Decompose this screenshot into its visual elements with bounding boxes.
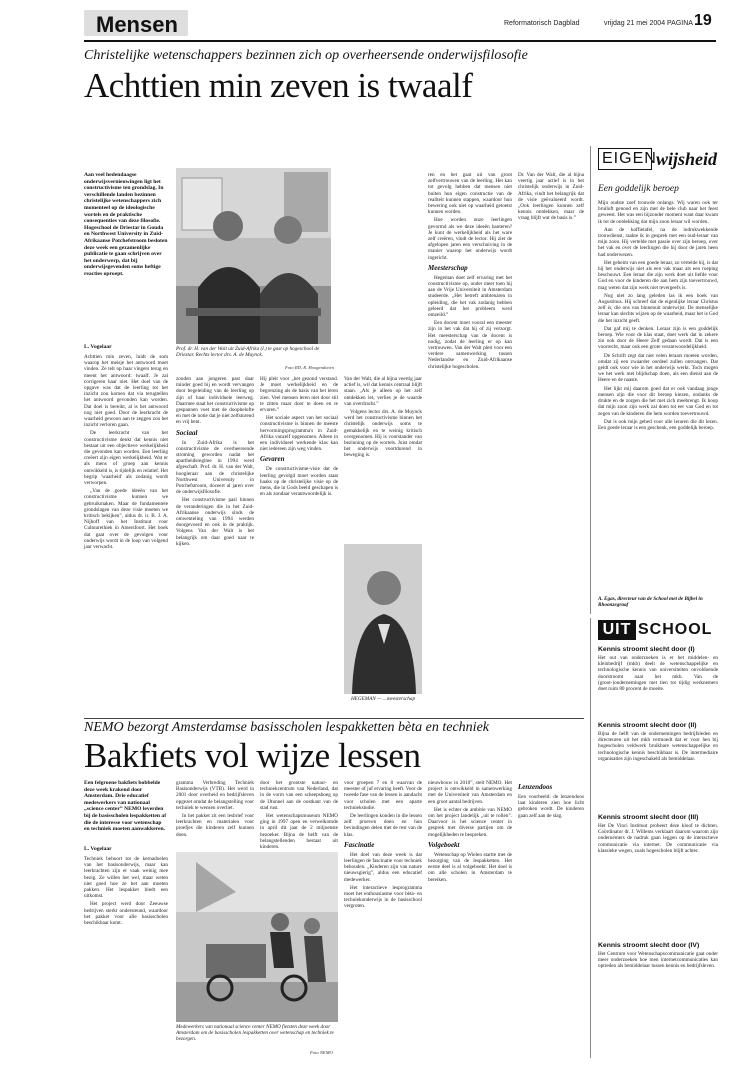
opinion-title: Een goddelijk beroep xyxy=(598,184,679,194)
page-number: 19 xyxy=(694,12,712,29)
uitschool-brief-body: Het Centrum voor Wetenschapscommunicatie gaat onder meer onderzoeken hoe men internetcommunicaties kan optreden als bemiddelaar tussen kennis en bedrijfsleven. xyxy=(598,951,718,970)
newspaper-name: Reformatorisch Dagblad xyxy=(504,20,580,27)
opinion-paragraph: Het geheim van een goede leraar, zo vertelde hij, is dat hij het onderwijs niet als een vak maar als een roeping beschouwt. Een leraar die zijn werk doet uit liefde voor God en voor de kinderen die aan hem zijn toevertrouwd, mag weten dat zijn werk niet tevergeefs is. xyxy=(598,259,718,291)
article2-paragraph: gramma Verbreding Techniek Basisonderwijs (VTB). Het werd in 2001 door overheid en bedrijfsleven opgezet omdat de belangstelling voor techniek te wensen overliet. xyxy=(176,780,254,811)
article1-paragraph: Dr. Van der Walt, die al bijna veertig jaar actief is in het christelijk onderwijs in Zuid-Afrika, vindt het belangrijk dat de visie geëvalueerd wordt. „Ook leerlingen kunnen zelf kennis ontdekken, maar de vraag blijft wat de basis is.” xyxy=(518,172,584,222)
article2-photo-caption: Medewerkers van nationaal science center NEMO fietsten deze week door Amsterdam om de basisscholen lespakketten over wetenschap en techniek te bezorgen. xyxy=(176,1024,334,1043)
article1-paragraph: Hij pleit voor „het gezond verstand. Je moet werkelijkheid en de begrenzing als de basis van het leren zien. Veel mensen leren niet door stil te zitten maar door te doen en te ervaren.” xyxy=(260,376,338,414)
article2-column-1 xyxy=(84,856,168,1056)
article2-column-3 xyxy=(260,780,338,851)
uitschool-brief-body: Het De Vinci Instituut probeert deze kloof te dichten. Coördinator dr. J. Willems verklaart daarom waarom zijn ondernemers de nadruk gaan leggen op de interactieve communicatie via internet. De communicatie via klassieke wegen, zoals hogescholen blijft achter. xyxy=(598,823,718,854)
article2-kicker: NEMO bezorgt Amsterdamse basisscholen lespakketten bèta en techniek xyxy=(84,720,489,735)
uitschool-brief xyxy=(598,942,718,1054)
article2-intro: Een felgroene bakfiets bobbelde deze week krakend door Amsterdam. Drie educatief medewerkers van nationaal „science center” NEMO leverden bij de basisscholen lespakketten af die de interesse voor wetenschap en techniek moeten aanwakkeren. xyxy=(84,780,167,833)
article1-paragraph: Hegeman doet zelf ervaring met het constructivisme op, onder meer toen hij aan de Vrije Universiteit in Amsterdam studeerde. „Het betreft ambtenaren in opleiding, die het vak zodanig hebben geleerd dat het probleem werd omzeild.” xyxy=(428,274,512,319)
photo-cargo-bike-riders xyxy=(176,852,338,1022)
article1-photo xyxy=(176,168,331,344)
article1-subhead-sociaal: Sociaal xyxy=(176,428,198,437)
article2-paragraph: nieuwbouw in 2010”, stelt NEMO. Het project is ontwikkeld in samenwerking met de Universiteit van Amsterdam en een groot aantal bedrijven. xyxy=(428,780,512,805)
article1-paragraph: Volgens lector drs. A. de Muynck werd het constructivisme binnen het christelijk onderwijs soms te gemakkelijk en te weinig kritisch overgenomen. Hij is voorstander van bezinning op de wortels. Juist omdat het onderwijs voortdurend in beweging is. xyxy=(344,409,422,459)
article2-headline: Bakfiets vol wijze lessen xyxy=(84,736,421,775)
article2-paragraph: voor groepen 7 en 8 waarvan de meester of juf ervaring heeft. Voor de tweede fase van de lessen is aandacht voor scholen met een aparte techniekstudie. xyxy=(344,780,422,811)
article2-photo-credit: Foto NEMO xyxy=(310,1050,333,1055)
issue-date: vrijdag 21 mei 2004 PAGINA xyxy=(604,20,693,27)
article2-column-5 xyxy=(428,780,512,1056)
opinion-signoff: A. Egas, directeur van de School met de Bijbel in Rhoonzegraaf xyxy=(598,596,703,608)
article2-paragraph: Het wetenschapsmuseum NEMO ging in 1997 open en verwelkomde in april dit jaar de 2 miljoenste bezoeker. Bijna de helft van de belangstellenden bestaat uit kinderen. xyxy=(260,813,338,851)
article1-paragraph: Een docent moet vooral een meester zijn in het vak dat hij of zij verzorgt. Het meesterschap van de docent is nodig, zodat de leerling er op kan vertrouwen. Van der Walt pleit voor een verdere samenwerking tussen Nederlandse en Zuid-Afrikaanse christelijke hogescholen. xyxy=(428,320,512,370)
eigen-logo-boxed: EIGEN xyxy=(598,148,652,170)
article1-paragraph: Het sociale aspect van het sociaal constructivisme is binnen de meeste hervormingsprogramma's in Zuid-Afrika vanzelf opgenomen. Alleen in een individueel werkende klas kan niet iedereen zijn weg vinden. xyxy=(260,415,338,453)
article2-paragraph: Wetenschap op Wielen startte met de bezorging van de lespakketten. Het eerste deel is al volgeboekt. Het doel is om alle scholen in Amsterdam te bereiken. xyxy=(428,851,512,883)
article1-photo-caption: Prof. dr. H. van der Walt uit Zuid-Afrika (l.) te gast op hogeschool de Driestar. Rechts lector drs. A. de Muynck. xyxy=(176,346,320,359)
article1-column-3 xyxy=(176,376,254,710)
article1-subhead-meesterschap: Meesterschap xyxy=(428,263,468,272)
article1-column-5 xyxy=(344,376,422,536)
masthead-rule xyxy=(84,40,716,42)
eigenwijsheid-logo xyxy=(598,148,718,170)
uitschool-brief xyxy=(598,646,718,718)
photo-portrait-man xyxy=(344,544,422,694)
uitschool-brief-title: Kennis stroomt slecht door (IV) xyxy=(598,942,700,949)
opinion-paragraph: Mijn oudste zoef trouwde onlangs. Wij waren ook ter bruiloft genood en zijn met de hele club naar het feest geweest. Het was een bijzonder moment want daar kwam ik tot de ontdekking dat mijn zoon leraar wil worden. xyxy=(598,200,718,225)
article1-paragraph: Het constructivisme pasl binnen de veranderingen die in het Zuid-Afrikaanse onderwijs sinds de omwenteling van 1994 werden doorgevoerd en ook in de praktijk. Volgens Van der Walt is het belangrijk om daar goed naar te kijken. xyxy=(176,497,254,547)
uit-logo-rest: SCHOOL xyxy=(638,621,713,638)
article2-column-2 xyxy=(176,780,254,848)
article2-paragraph: Een voorbeeld: de lenzendoos laat kinderen zien hoe licht gebroken wordt. De kinderen gaan zelf aan de slag. xyxy=(518,794,584,819)
article1-column-6 xyxy=(428,172,512,710)
opinion-body xyxy=(598,200,718,592)
opinion-paragraph: De Schrift zegt dat niet velen leraars moeten worden, omdat zij een zwaarder oordeel zullen ontvangen. Dat geldt ook voor wie in het onderwijs werkt. Toch mogen we het werk met blijdschap doen, als een dienst aan de Heere en de naaste. xyxy=(598,352,718,384)
uitschool-brief-title: Kennis stroomt slecht door (III) xyxy=(598,814,699,821)
article1-paragraph: ren en het gaat uit van groot zelfvertrouwen van de leerling. Het kan tot gevolg hebben dat mensen niet buiten hun eigen constructie van de realiteit kunnen stappen, waardoor hun bewering ook niet op waarheid getoetst kunnen worden. xyxy=(428,172,512,216)
article1-column-7 xyxy=(518,172,584,710)
article1-photo-credit: Foto RD, R. Hoogendoorn xyxy=(285,365,334,370)
article1-paragraph: Achttien min zeven, luidt de som waarop het meisje het antwoord moet vinden. Ze telt op haar vingers terug en meent het antwoord: twaalf. Je zal corrigeren haar niet. Het doel van de opgave was dat de leerling tot het inzicht zou komen dat via terugtellen het antwoord gevonden kan worden. Dat doel is bereikt, al is het antwoord nog niet goed. Door de leerkracht de waarheid gewoon aan te zeggen zou het inzicht verloren gaan. xyxy=(84,354,168,429)
article2-paragraph: Het is echter de ambitie van NEMO om het project landelijk „uit te rollen”. Daarvoor is het science center in gesprek met diverse partijen om de mogelijkheden te bespreken. xyxy=(428,806,512,838)
article1-paragraph: De constructivisme-visie dat de leerling gevolgd moet worden staat haaks op de christelijke visie op de mens, die in Gods beeld geschapen is en als zondaar verantwoordelijk is. xyxy=(260,466,338,498)
article2-paragraph: In het pakket zit een lesbrief voor leerkrachten en materialen voor proefjes die kinderen zelf kunnen doen. xyxy=(176,813,254,838)
article2-author: L. Vogelaar xyxy=(84,846,112,852)
uitschool-brief-body: Het nut van onderzoeken is er het middelen- en kleinbedrijf (mkb) deelt de wetenschappelijke en technologische kennis van universiteiten onvoldoende doorstroomt naar het mkb. Van de (groot-)ondernemingen met tien tot tijdig werknemers doet ruim 80 procent de moeite. xyxy=(598,655,718,693)
article2-subhead-volgeboekt: Volgeboekt xyxy=(428,840,460,849)
column-divider xyxy=(590,618,591,1058)
article2-subhead-lenzendoos: Lenzendoos xyxy=(518,783,553,791)
uitschool-brief-body: Bijna de helft van de ondernemingen bedrijfsleden en directeuren uit het mkb vermoedt dat er voor hen bij hogescholen veldwerk bruikbare wetenschappelijke en technologische kennis beschikbaar is. De intermediaire organisaties zijn ingeschakeld als bemiddelaar. xyxy=(598,731,718,762)
article1-paragraph: zouden aan jongeren past daar minder goed bij en wordt vervangen door begeleiding van de leerling op zijn of haar individuele leerweg. Daarmee staat het constructivisme op gespannen voet met de doopbelofte en met de notie dat je niet zelfsturend en vrij bent. xyxy=(176,376,254,426)
article1-paragraph: Van der Walt, die al bijna veertig jaar actief is, wil dat kennis centraal blijft staan. „Als je alleen op het zelf ontdekken let, verlies je de waarde van overdracht.” xyxy=(344,376,422,407)
article1-paragraph: Hoe worden onze leerlingen gevormd als we deze ideeën hanteren? Je kunt de werkelijkheid als het ware zelf creëren, vindt de lector. Hij ziet de afgelopen jaren een verschuiving in de manier waarop het onderwijs wordt ingericht. xyxy=(428,217,512,261)
article1-author: L. Vogelaar xyxy=(84,344,112,350)
article1-intro: Aan veel hedendaagse onderwijsvernieuwingen ligt het constructivisme ten grondslag. In verschillende landen bezinnen christelijke wetenschappers zich momenteel op de ideologische wortels en de praktische consequenties van deze filosofie. Hogeschool de Driestar in Gouda en Northwest University in Zuid-Afrikaanse Potchefstroom besloten deze week een gezamenlijke publicatie te gaan schrijven over het onderwerp, dat bij onderwijsgevenden soms heftige reacties oproept. xyxy=(84,172,168,277)
uitschool-brief xyxy=(598,722,718,810)
uitschool-brief xyxy=(598,814,718,938)
article-separator xyxy=(84,718,584,719)
article2-column-4 xyxy=(344,780,422,1056)
article1-subhead-gevaren: Gevaren xyxy=(260,455,285,464)
article2-paragraph: Het doel van deze week is dat leerlingen de fascinatie voor techniek behouden. „Kinderen zijn van nature nieuwsgierig”, aldus een educatief medewerker. xyxy=(344,851,422,883)
opinion-paragraph: Het lijkt mij daarom goed dat er ook vandaag jonge mensen zijn die voor dit beroep kiezen, ondanks de drukte en de zorgen die het met zich meebrengt. Ik hoop dat mijn zoon zijn werk zal doen tot eer van God en tot zegen van de kinderen die hem worden toevertrouwd. xyxy=(598,385,718,417)
column-divider xyxy=(590,146,591,614)
article2-paragraph: Het project werd door Zeeuwse bedrijven sterkt ondersteund, waardoor het pakket voor alle basisscholen beschikbaar komt. xyxy=(84,901,168,927)
article2-paragraph: Techniek behoort tot de kernadoelen van het basisonderwijs, maar kan leerkrachten zijn er vaak weinig mee bezig. Ze willen het wel, maar weten niet goed hoe ze het aan moeten pakken. Het lespakket biedt een uitkomst. xyxy=(84,856,168,900)
page-masthead xyxy=(84,10,716,46)
opinion-paragraph: Aan de koffietafel, na de indrukwekkende trouwdienst, raakte ik in gesprek met een oud-leraar van mijn zoon. Hij vertelde met passie over zijn beroep, over het vak en over de leerlingen die hij door de jaren heen had onderwezen. xyxy=(598,226,718,258)
opinion-paragraph: Dat is ook mijn gebed voor alle leraren die dit lezen. Een goede leraar is een geschenk, een goddelijk beroep. xyxy=(598,418,718,431)
article1-column-1 xyxy=(84,354,168,710)
article2-paragraph: Het interactieve lesprogramma moet het enthousiasme voor bèta- en techniekonderwijs in de basisschool vergroten. xyxy=(344,884,422,910)
article2-column-6 xyxy=(518,780,584,1056)
article1-headline: Achttien min zeven is twaalf xyxy=(84,66,473,105)
uitschool-logo xyxy=(598,620,718,640)
eigen-logo-rest: wijsheid xyxy=(656,149,718,169)
article2-paragraph: De leerlingen konden in die lessen zelf proeven doen en hun bevindingen delen met de rest van de klas. xyxy=(344,813,422,838)
uitschool-brief-title: Kennis stroomt slecht door (II) xyxy=(598,722,697,729)
article1-portrait-caption: HEGEMAN — ...meesterschap xyxy=(350,696,416,702)
article1-portrait-photo xyxy=(344,544,422,694)
article1-column-4 xyxy=(260,376,338,710)
article1-paragraph: De leerkracht van het constructivisme denkt dat kennis niet bestaat uit een objectieve werkelijkheid die gevonden kan worden. Een leerling creëert zijn eigen werkelijkheid. Wat er als mens of groep aan kennis ontwikkeld is, is tijdelijk en relatief. Het begrip 'waarheid' als zodanig wordt verworpen. xyxy=(84,430,168,487)
uit-logo-boxed: UIT xyxy=(598,620,636,640)
photo-two-men-in-office xyxy=(176,168,331,344)
article1-paragraph: „Van de goede ideeën van het constructivisme kunnen we gebruikmaken. Maar de fundamentele grondslagen van deze visie moeten we kritisch bekijken”, aldus dr. ir. B. J. A. Nijhoff van het Instituut voor Cultuurethiek in Amersfoort. Het boek dat gaat over de gevolgen voor onderwijs wordt in de loop van volgend jaar verwacht. xyxy=(84,488,168,551)
opinion-paragraph: Dat gaf mij te denken. Leraar zijn is een goddelijk beroep. Wie voor de klas staat, doet werk dat in zekere zin ook door de Heere Zelf gedaan wordt. Dat is een voorrecht, maar ook een grote verantwoordelijkheid. xyxy=(598,325,718,351)
article2-subhead-fascinatie: Fascinatie xyxy=(344,840,375,849)
article2-paragraph: door het grootste natuur- en techniekcentrum van Nederland, dat in de vorm van een scheepsboeg op de IJtunnel aan de oostkant van de stad rust. xyxy=(260,780,338,811)
section-name: Mensen xyxy=(96,12,178,37)
article2-photo xyxy=(176,852,338,1022)
article1-kicker: Christelijke wetenschappers bezinnen zich op overheersende onderwijsfilosofie xyxy=(84,48,528,63)
article1-paragraph: In Zuid-Afrika is het constructivisme de overheersende stroming geworden nadat het apartheidsregime in 1994 werd afgeschaft. Prof. dr. H. van der Walt, hoogleraar aan de christelijke Northwest University in Potchefstroom, doceert al jaren over de onderwijsfilosofie. xyxy=(176,439,254,496)
uitschool-brief-title: Kennis stroomt slecht door (I) xyxy=(598,646,695,653)
opinion-paragraph: Nog niet zo lang geleden las ik een boek van Augustinus. Hij schreef dat de eigenlijke leraar Christus zelf is, die ons van binnenuit onderwijst. De menselijke leraar kan slechts wijzen op de waarheid, maar het is God die het inzicht geeft. xyxy=(598,292,718,324)
